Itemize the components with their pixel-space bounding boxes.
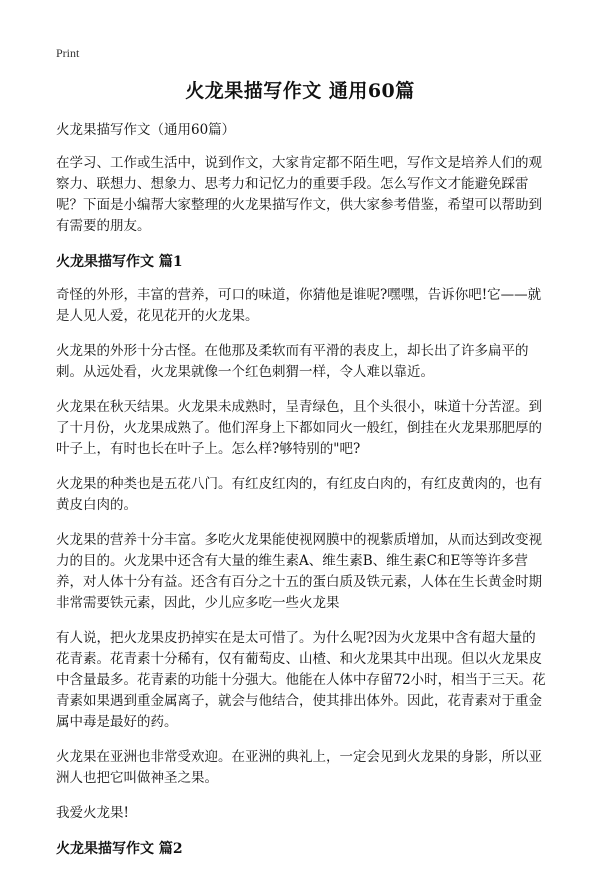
paragraph: 有人说，把火龙果皮扔掉实在是太可惜了。为什么呢?因为火龙果中含有超大量的花青素。花青素十分稀有，仅有葡萄皮、山楂、和火龙果其中出现。但以火龙果皮中含量最多。花青素的功能十分强大。他能在人体中存留72小时，相当于三天。花青素如果遇到重金属离子，就会与他结合，使其排出体外。因此，花青素对于重金属中毒是最好的药。 [56, 630, 546, 730]
document-subtitle: 火龙果描写作文（通用60篇） [56, 122, 236, 138]
section-heading-2: 火龙果描写作文 篇2 [56, 841, 183, 857]
print-label: Print [56, 46, 80, 60]
paragraph: 奇怪的外形，丰富的营养，可口的味道，你猜他是谁呢?嘿嘿，告诉你吧!它——就是人见人爱，花见花开的火龙果。 [56, 287, 542, 324]
intro-paragraph: 在学习、工作或生活中，说到作文，大家肯定都不陌生吧，写作文是培养人们的观察力、联想力、想象力、思考力和记忆力的重要手段。怎么写作文才能避免踩雷呢？下面是小编帮大家整理的火龙果描写作文，供大家参考借鉴，希望可以帮助到有需要的朋友。 [56, 155, 542, 234]
paragraph: 火龙果的外形十分古怪。在他那及柔软而有平滑的表皮上，却长出了许多扁平的刺。从远处看，火龙果就像一个红色刺猬一样，令人难以靠近。 [56, 343, 529, 380]
section-heading-1: 火龙果描写作文 篇1 [56, 254, 183, 270]
paragraph: 火龙果的营养十分丰富。多吃火龙果能使视网膜中的视紫质增加，从而达到改变视力的目的。火龙果中还含有大量的维生素A、维生素B、维生素C和E等等许多营养，对人体十分有益。还含有百分之十五的蛋白质及铁元素，人体在生长黄金时期非常需要铁元素，因此，少儿应多吃一些火龙果 [56, 532, 542, 611]
paragraph: 火龙果的种类也是五花八门。有红皮红肉的，有红皮白肉的，有红皮黄肉的，也有黄皮白肉的。 [56, 476, 542, 513]
paragraph: 火龙果在秋天结果。火龙果未成熟时，呈青绿色，且个头很小，味道十分苦涩。到了十月份，火龙果成熟了。他们浑身上下都如同火一般红，倒挂在火龙果那肥厚的叶子上，有时也长在叶子上。怎么样?够特别的"吧? [56, 399, 542, 457]
paragraph: 我爱火龙果! [56, 805, 129, 821]
document-body [56, 120, 548, 872]
page-title: 火龙果描写作文 通用60篇 [185, 80, 415, 102]
paragraph: 火龙果在亚洲也非常受欢迎。在亚洲的典礼上，一定会见到火龙果的身影，所以亚洲人也把它叫做神圣之果。 [56, 749, 542, 786]
